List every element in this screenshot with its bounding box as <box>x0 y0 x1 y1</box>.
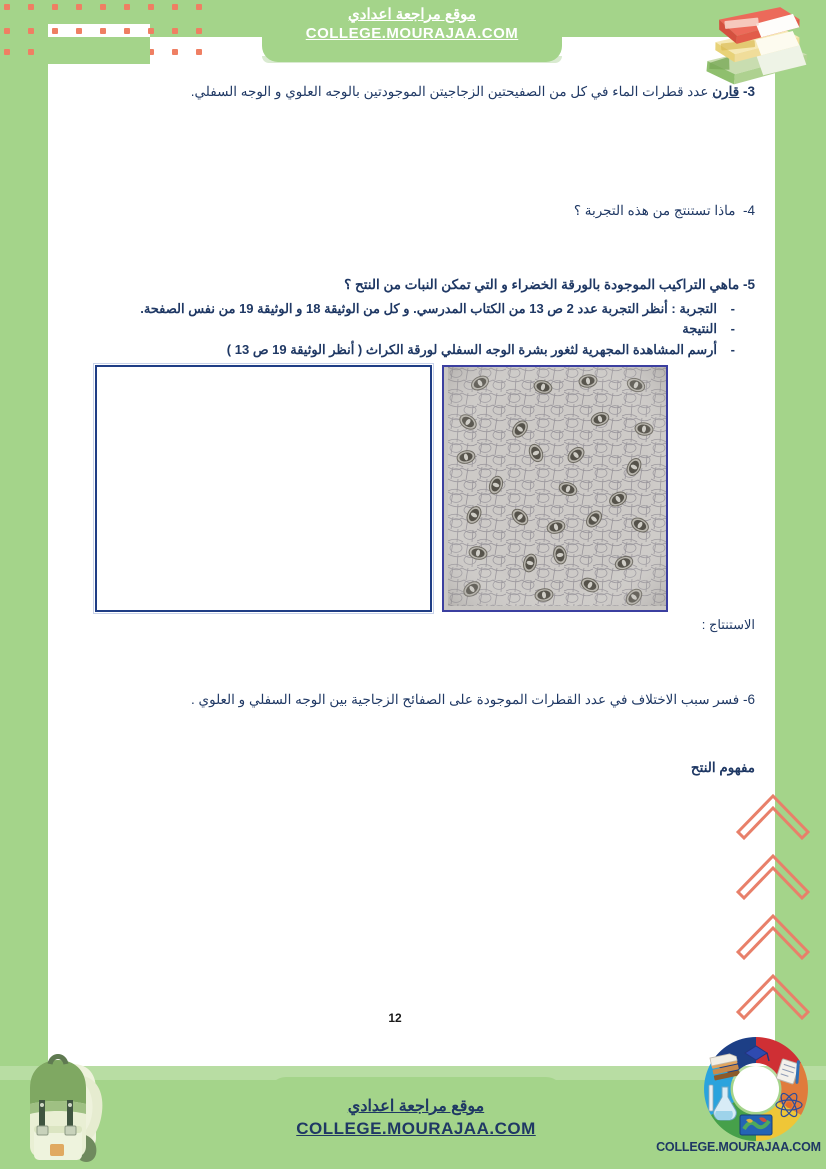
answer-line[interactable] <box>62 638 761 657</box>
question-5 <box>48 275 775 295</box>
answer-line[interactable] <box>62 149 761 168</box>
answer-line[interactable] <box>62 738 761 757</box>
experiment-bullet-list <box>48 299 775 360</box>
question-5-number: 5- <box>742 277 755 293</box>
question-3 <box>48 82 775 102</box>
answer-line[interactable] <box>62 248 761 267</box>
answer-line[interactable] <box>62 719 761 738</box>
list-item <box>64 299 739 319</box>
question-3-keyword: قارن <box>712 84 740 99</box>
left-green-band <box>0 0 48 1169</box>
page-number: 12 <box>388 1011 402 1025</box>
question-6-text: فسر سبب الاختلاف في عدد القطرات الموجودة على الصفائح الزجاجية بين الوجه السفلي و العلوي . <box>191 691 740 707</box>
bullet-text: أرسم المشاهدة المجهرية لثغور بشرة الوجه السفلي لورقة الكراث ( أنظر الوثيقة 19 ص 13 ) <box>226 341 717 357</box>
answer-line[interactable] <box>62 130 761 149</box>
question-4-number: 4- <box>742 202 755 218</box>
answer-line[interactable] <box>62 657 761 676</box>
answer-line[interactable] <box>62 780 761 799</box>
top-left-green-block <box>48 37 150 64</box>
footer-site-name-ar: موقع مراجعة اعدادي <box>347 1098 485 1115</box>
footer-branding <box>268 1097 564 1140</box>
answer-line[interactable] <box>62 837 761 856</box>
header-site-name-ar: موقع مراجعة اعدادي <box>348 6 476 23</box>
answer-line[interactable] <box>62 875 761 894</box>
figures-row <box>48 365 775 615</box>
answer-line[interactable] <box>62 111 761 130</box>
drawing-answer-box[interactable] <box>95 365 432 612</box>
footer-site-url: COLLEGE.MOURAJAA.COM <box>296 1118 536 1138</box>
header-branding <box>262 6 562 44</box>
bullet-text: النتيجة <box>682 321 717 337</box>
micrograph-image <box>442 365 668 612</box>
header-site-url: COLLEGE.MOURAJAA.COM <box>305 24 519 42</box>
footer-logo-caption: COLLEGE.MOURAJAA.COM <box>656 1140 821 1154</box>
list-item <box>64 340 739 360</box>
answer-line[interactable] <box>62 818 761 837</box>
conclusion-label: الاستنتاج : <box>701 617 755 633</box>
list-item <box>64 319 739 339</box>
answer-line[interactable] <box>62 856 761 875</box>
answer-line[interactable] <box>62 168 761 187</box>
backpack-icon <box>12 1042 118 1169</box>
bullet-text: التجربة : أنظر التجربة عدد 2 ص 13 من الكتاب المدرسي. و كل من الوثيقة 18 و الوثيقة 19 من نفس الصفحة. <box>140 300 717 316</box>
question-5-text: ماهي التراكيب الموجودة بالورقة الخضراء و التي تمكن النبات من النتح ؟ <box>344 277 740 293</box>
concept-heading: مفهوم النتح <box>690 759 755 775</box>
answer-line[interactable] <box>62 229 761 248</box>
question-6-number: 6- <box>742 691 755 707</box>
education-wheel-icon <box>699 1032 813 1146</box>
worksheet-content <box>48 62 775 894</box>
question-3-number: 3- <box>742 84 755 99</box>
question-4 <box>48 201 775 221</box>
question-6 <box>48 690 775 710</box>
question-3-text: عدد قطرات الماء في كل من الصفيحتين الزجاجيتن الموجودتين بالوجه العلوي و الوجه السفلي. <box>190 84 709 99</box>
answer-line[interactable] <box>62 799 761 818</box>
question-4-text: ماذا تستنتج من هذه التجربة ؟ <box>573 202 736 218</box>
